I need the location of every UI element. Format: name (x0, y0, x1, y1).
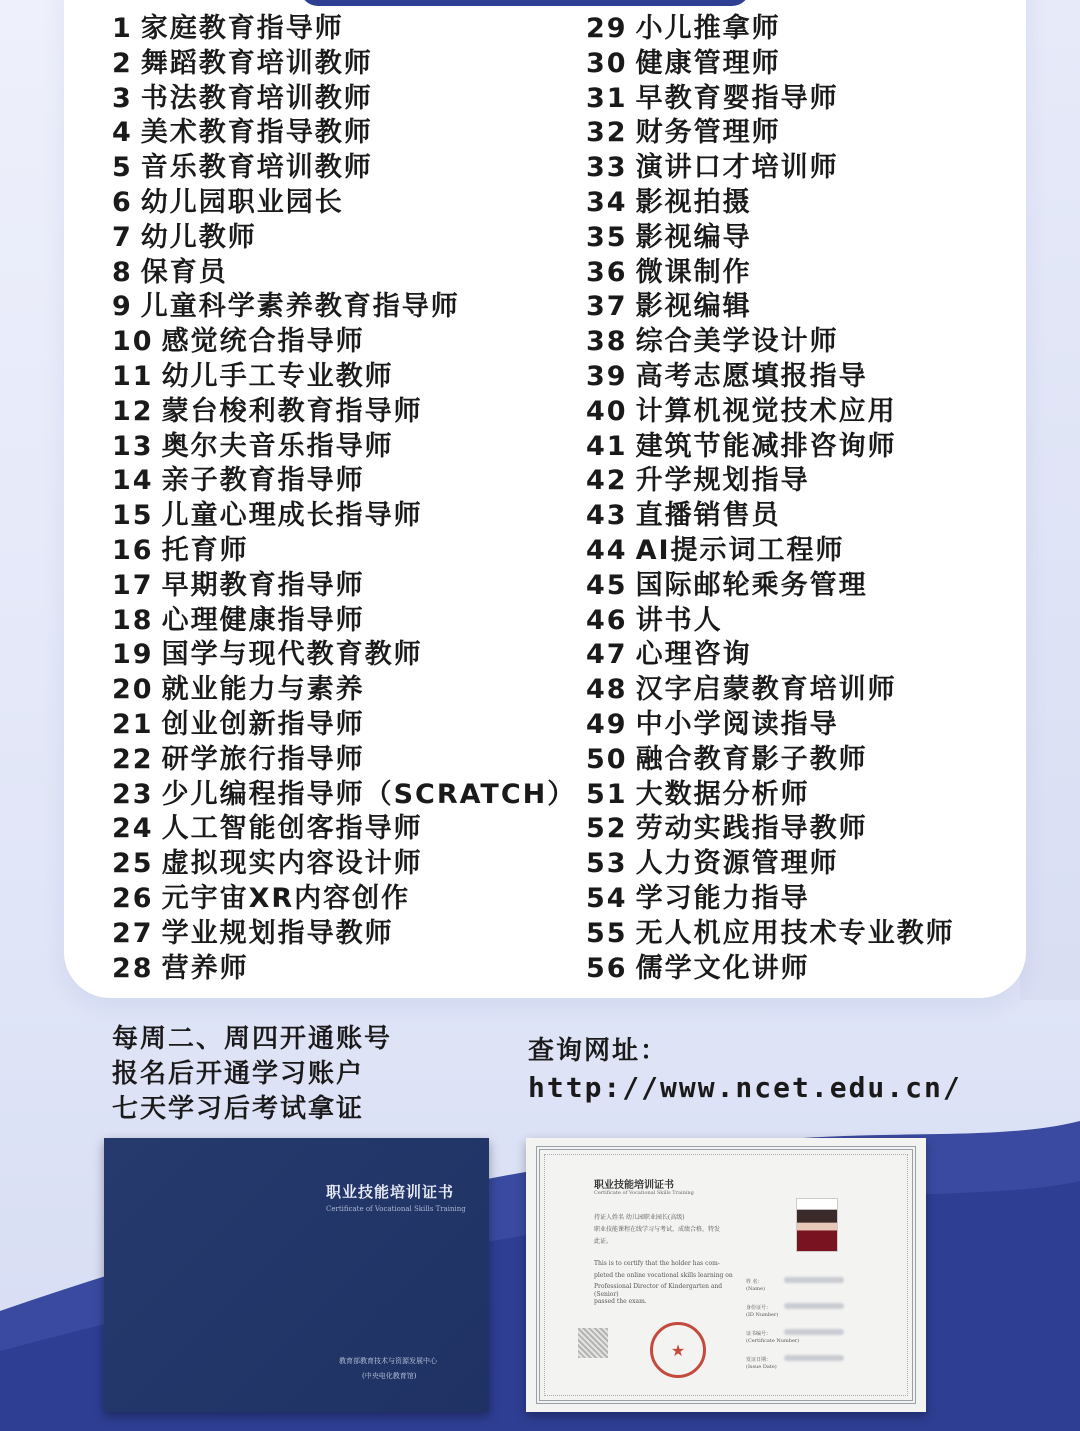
course-list-item (586, 47, 955, 82)
course-name: 中小学阅读指导 (635, 708, 839, 740)
course-name: 亲子教育指导师 (161, 465, 365, 497)
course-name: 早期教育指导师 (161, 569, 365, 601)
certificate-cover-image (104, 1138, 489, 1412)
course-list-item (112, 464, 576, 499)
course-name: 少儿编程指导师（SCRATCH） (161, 778, 577, 810)
course-number: 54 (586, 882, 628, 914)
course-number: 47 (586, 639, 628, 671)
course-list-item (112, 151, 576, 186)
note-line: 七天学习后考试拿证 (112, 1094, 365, 1124)
course-name: 儿童心理成长指导师 (161, 500, 423, 532)
course-list-item (586, 847, 955, 882)
course-list-item (586, 12, 955, 47)
course-name: 融合教育影子教师 (635, 743, 868, 775)
course-number: 38 (586, 326, 628, 358)
course-name: 书法教育培训教师 (140, 82, 373, 114)
course-name: 保育员 (140, 256, 228, 288)
course-list-item (112, 82, 576, 117)
course-list-item (112, 186, 576, 221)
course-number: 23 (112, 778, 154, 810)
course-list-left (112, 12, 576, 986)
course-list-item (112, 534, 576, 569)
course-list-item (112, 499, 576, 534)
holder-photo (796, 1198, 838, 1252)
course-list-item (586, 743, 955, 778)
course-name: 创业创新指导师 (161, 708, 365, 740)
course-name: 财务管理师 (635, 117, 781, 149)
course-name: 就业能力与素养 (161, 674, 365, 706)
course-list-item (586, 812, 955, 847)
course-number: 28 (112, 952, 154, 984)
course-list-item (586, 290, 955, 325)
course-list-item (112, 743, 576, 778)
course-number: 24 (112, 813, 154, 845)
field-label-date: 发证日期： (746, 1357, 772, 1363)
course-number: 49 (586, 708, 628, 740)
cover-title: 职业技能培训证书 (326, 1183, 455, 1201)
course-list-item (112, 917, 576, 952)
course-name: 音乐教育培训教师 (140, 152, 373, 184)
course-name: 汉字启蒙教育培训师 (635, 674, 897, 706)
course-name: 儒学文化讲师 (635, 952, 810, 984)
certificate-page-image (526, 1138, 926, 1412)
course-number: 12 (112, 395, 154, 427)
course-number: 35 (586, 221, 628, 253)
course-number: 25 (112, 848, 154, 880)
course-name: 感觉统合指导师 (161, 326, 365, 358)
field-label-cert-en: (Certificate Number) (746, 1338, 800, 1344)
course-list-item (586, 325, 955, 360)
course-number: 40 (586, 395, 628, 427)
course-number: 52 (586, 813, 628, 845)
note-line: 每周二、周四开通账号 (112, 1024, 393, 1054)
course-number: 50 (586, 743, 628, 775)
course-number: 6 (112, 186, 133, 218)
course-list-item (586, 708, 955, 743)
course-number: 42 (586, 465, 628, 497)
course-name: 大数据分析师 (635, 778, 810, 810)
course-number: 8 (112, 256, 133, 288)
course-name: 蒙台梭利教育指导师 (161, 395, 423, 427)
certificate-text: 职业技能课程在线学习与考试，成绩合格，特发 (594, 1226, 721, 1233)
certificate-text: This is to certify that the holder has com- (594, 1260, 720, 1267)
course-list-item (112, 256, 576, 291)
redacted-value (784, 1355, 844, 1361)
course-list-item (586, 882, 955, 917)
course-list-item (586, 151, 955, 186)
course-list-item (112, 812, 576, 847)
course-number: 53 (586, 848, 628, 880)
field-label-name-en: (Name) (746, 1286, 765, 1292)
cover-organization: 教育部教育技术与资源发展中心 (339, 1357, 437, 1365)
certificate-text: 此证。 (594, 1238, 613, 1245)
course-number: 19 (112, 639, 154, 671)
course-name: 奥尔夫音乐指导师 (161, 430, 394, 462)
course-name: 建筑节能减排咨询师 (635, 430, 897, 462)
course-list-item (112, 290, 576, 325)
course-name: 学业规划指导教师 (161, 917, 394, 949)
course-number: 15 (112, 500, 154, 532)
course-name: 影视拍摄 (635, 186, 752, 218)
course-name: 托育师 (161, 534, 249, 566)
course-list-item (586, 395, 955, 430)
course-number: 43 (586, 500, 628, 532)
course-number: 33 (586, 152, 628, 184)
course-name: 演讲口才培训师 (635, 152, 839, 184)
course-list-item (586, 221, 955, 256)
certificate-text: 持证人姓名 幼儿园职业园长(高级) (594, 1214, 685, 1221)
course-number: 3 (112, 82, 133, 114)
course-number: 14 (112, 465, 154, 497)
course-name: 高考志愿填报指导 (635, 360, 868, 392)
course-number: 9 (112, 291, 133, 323)
course-name: 元宇宙XR内容创作 (161, 882, 411, 914)
course-number: 7 (112, 221, 133, 253)
course-list-item (586, 569, 955, 604)
course-number: 13 (112, 430, 154, 462)
course-number: 27 (112, 917, 154, 949)
query-label: 查询网址： (528, 1036, 669, 1066)
official-seal (650, 1322, 706, 1378)
course-list-item (112, 778, 576, 813)
cover-organization-alt: (中央电化教育馆) (362, 1372, 417, 1380)
certificate-text: (Senior) (594, 1291, 619, 1298)
course-list-item (586, 82, 955, 117)
course-name: 直播销售员 (635, 500, 781, 532)
course-name: 健康管理师 (635, 47, 781, 79)
course-number: 10 (112, 326, 154, 358)
course-list-item (586, 186, 955, 221)
course-list-item (112, 952, 576, 987)
field-label-name: 姓 名： (746, 1279, 763, 1285)
course-list-item (586, 604, 955, 639)
panel-top-bar (300, 0, 750, 6)
course-list-item (112, 882, 576, 917)
course-name: 国际邮轮乘务管理 (635, 569, 868, 601)
course-number: 46 (586, 604, 628, 636)
course-name: 幼儿手工专业教师 (161, 360, 394, 392)
course-list-item (112, 221, 576, 256)
redacted-value (784, 1277, 844, 1283)
course-name: 影视编辑 (635, 291, 752, 323)
course-name: 早教育婴指导师 (635, 82, 839, 114)
course-number: 20 (112, 674, 154, 706)
course-number: 31 (586, 82, 628, 114)
course-name: 幼儿园职业园长 (140, 186, 344, 218)
course-number: 17 (112, 569, 154, 601)
course-list-right (586, 12, 955, 986)
qr-code (578, 1328, 608, 1358)
course-list-item (586, 360, 955, 395)
certificate-text: Professional Director of Kindergarten and (594, 1283, 723, 1290)
certificate-text: passed the exam. (594, 1298, 647, 1305)
course-name: 人力资源管理师 (635, 848, 839, 880)
course-list-item (586, 430, 955, 465)
course-number: 37 (586, 291, 628, 323)
course-number: 32 (586, 117, 628, 149)
course-name: 影视编导 (635, 221, 752, 253)
course-list-item (586, 673, 955, 708)
course-name: 计算机视觉技术应用 (635, 395, 897, 427)
course-number: 2 (112, 47, 133, 79)
course-list-item (112, 325, 576, 360)
course-number: 16 (112, 534, 154, 566)
course-name: 升学规划指导 (635, 465, 810, 497)
course-name: 美术教育指导教师 (140, 117, 373, 149)
course-list-item (112, 395, 576, 430)
course-name: 家庭教育指导师 (140, 13, 344, 44)
course-list-item (586, 499, 955, 534)
course-list-item (586, 256, 955, 291)
course-number: 34 (586, 186, 628, 218)
query-block (528, 1033, 962, 1107)
account-notes (112, 1022, 392, 1127)
course-name: 劳动实践指导教师 (635, 813, 868, 845)
course-number: 30 (586, 47, 628, 79)
certificate-subtitle: Certificate of Vocational Skills Training (594, 1190, 694, 1196)
course-number: 5 (112, 152, 133, 184)
course-list-item (586, 952, 955, 987)
course-name: 综合美学设计师 (635, 326, 839, 358)
course-name: 微课制作 (635, 256, 752, 288)
field-label-id: 身份证号： (746, 1305, 772, 1311)
course-number: 45 (586, 569, 628, 601)
redacted-value (784, 1329, 844, 1335)
course-list-item (586, 917, 955, 952)
course-name: 人工智能创客指导师 (161, 813, 423, 845)
course-name: 儿童科学素养教育指导师 (140, 291, 460, 323)
course-number: 48 (586, 674, 628, 706)
course-list-item (112, 673, 576, 708)
certificate-title: 职业技能培训证书 (594, 1180, 674, 1191)
course-number: 36 (586, 256, 628, 288)
course-name: 虚拟现实内容设计师 (161, 848, 423, 880)
course-number: 41 (586, 430, 628, 462)
course-number: 29 (586, 13, 628, 44)
course-name: 学习能力指导 (635, 882, 810, 914)
course-number: 39 (586, 360, 628, 392)
course-list-item (586, 638, 955, 673)
field-label-id-en: (ID Number) (746, 1312, 779, 1318)
course-number: 55 (586, 917, 628, 949)
background-decoration (1020, 0, 1080, 1000)
course-name: 无人机应用技术专业教师 (635, 917, 955, 949)
course-number: 56 (586, 952, 628, 984)
course-number: 11 (112, 360, 154, 392)
course-list-item (112, 569, 576, 604)
course-list-item (112, 12, 576, 47)
course-name: 国学与现代教育教师 (161, 639, 423, 671)
field-label-date-en: (Issue Date) (746, 1364, 777, 1370)
course-list-item (112, 116, 576, 151)
course-number: 44 (586, 534, 628, 566)
redacted-value (784, 1303, 844, 1309)
course-list-item (112, 708, 576, 743)
course-list-item (112, 360, 576, 395)
course-list-item (586, 464, 955, 499)
course-number: 22 (112, 743, 154, 775)
course-number: 51 (586, 778, 628, 810)
course-list-item (586, 534, 955, 569)
course-name: 小儿推拿师 (635, 13, 781, 44)
course-list-item (112, 638, 576, 673)
course-list-item (112, 47, 576, 82)
query-url-link[interactable]: http://www.ncet.edu.cn/ (528, 1071, 962, 1104)
course-name: 心理健康指导师 (161, 604, 365, 636)
course-list-item (586, 116, 955, 151)
course-list-item (112, 604, 576, 639)
note-line: 报名后开通学习账户 (112, 1059, 365, 1089)
certificate-text: pleted the online vocational skills learning on (594, 1272, 733, 1279)
field-label-cert: 证书编号： (746, 1331, 772, 1337)
star-icon: ★ (670, 1340, 686, 1360)
course-name: 营养师 (161, 952, 249, 984)
course-number: 1 (112, 13, 133, 44)
course-list-item (586, 778, 955, 813)
course-list-item (112, 847, 576, 882)
course-list-item (112, 430, 576, 465)
course-name: 研学旅行指导师 (161, 743, 365, 775)
course-number: 26 (112, 882, 154, 914)
course-name: 舞蹈教育培训教师 (140, 47, 373, 79)
cover-subtitle: Certificate of Vocational Skills Training (326, 1205, 466, 1213)
course-name: 心理咨询 (635, 639, 752, 671)
course-number: 21 (112, 708, 154, 740)
course-name: 幼儿教师 (140, 221, 257, 253)
course-number: 18 (112, 604, 154, 636)
course-name: 讲书人 (635, 604, 723, 636)
course-name: AI提示词工程师 (635, 534, 845, 566)
course-number: 4 (112, 117, 133, 149)
